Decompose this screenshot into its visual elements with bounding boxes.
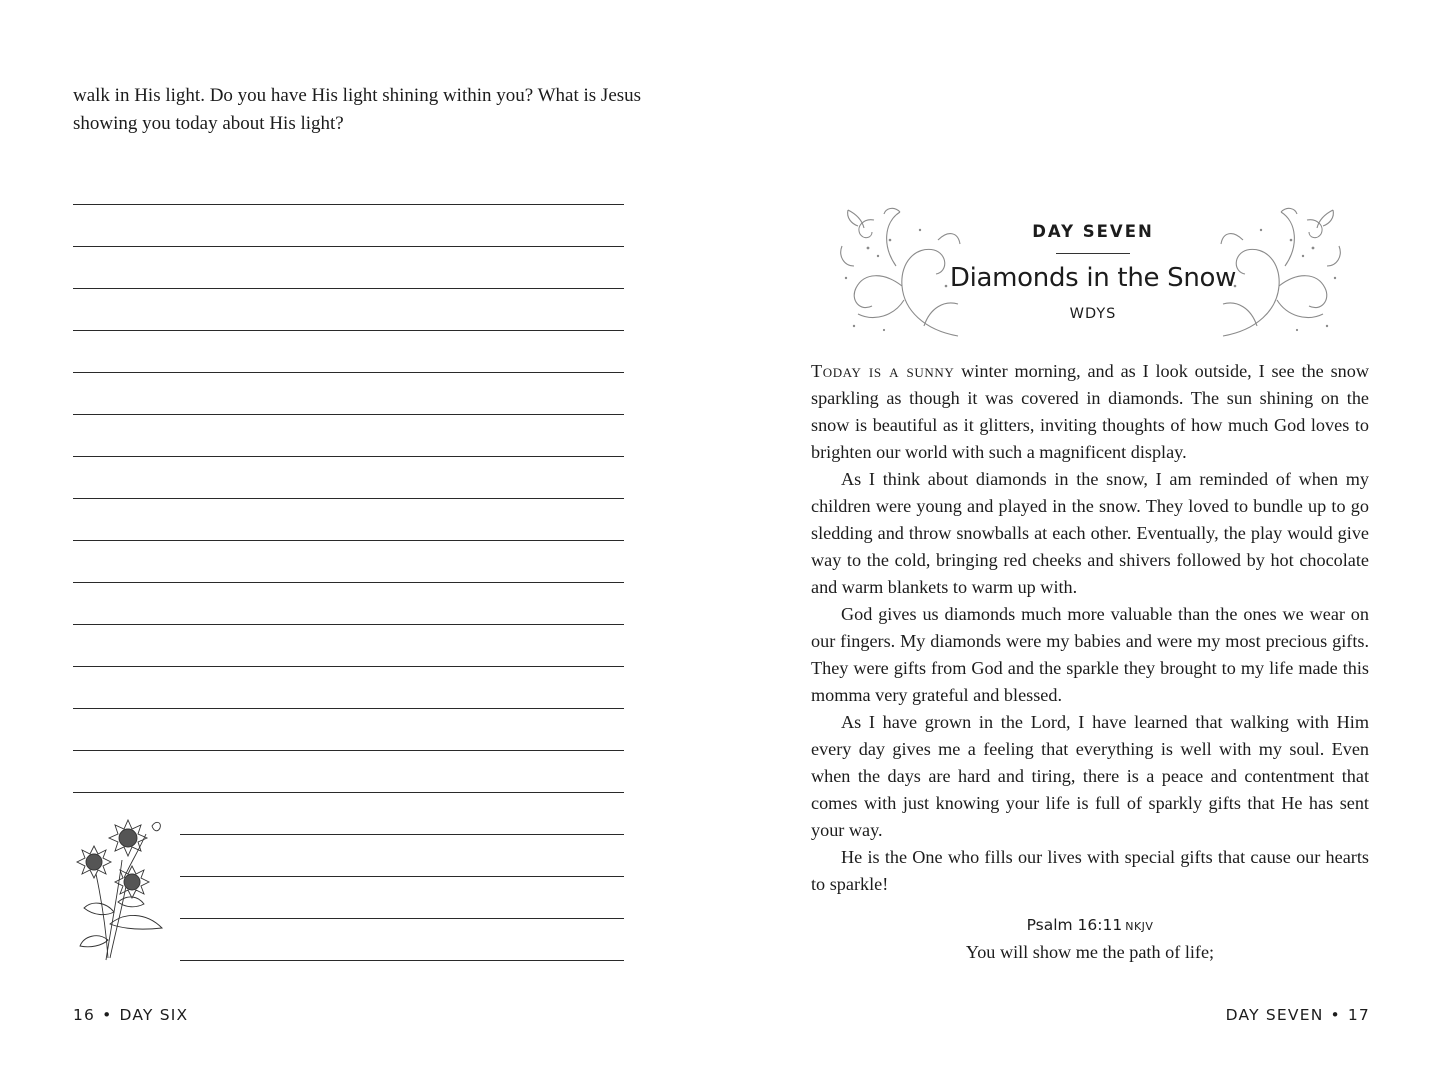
journal-prompt-text: walk in His light. Do you have His light shining within you? What is Jesus showing you today about His light? (73, 85, 642, 134)
paragraph-5: He is the One who fills our lives with special gifts that cause our hearts to sparkle! (811, 847, 1369, 894)
opening-small-caps: Today is a sunny (811, 361, 955, 381)
writing-line (73, 246, 624, 247)
writing-line (73, 624, 624, 625)
writing-line (180, 876, 624, 877)
writing-line (73, 750, 624, 751)
scripture-citation: Psalm 16:11 (1026, 916, 1123, 934)
writing-line (73, 498, 624, 499)
writing-line (73, 666, 624, 667)
section-name: DAY SIX (119, 1006, 189, 1024)
writing-line (73, 204, 624, 205)
paragraph-2: As I think about diamonds in the snow, I am reminded of when my children were young and played in the snow. They loved to bundle up to go sledding and throw snowballs at each other. Eventually, the play would give way to the cold, bringing red cheeks and shivers followed by hot chocolate and warm blankets to warm up with. (811, 469, 1369, 597)
scripture-reference (811, 916, 1369, 934)
writing-line (73, 372, 624, 373)
paragraph-1 (811, 358, 1369, 466)
devotional-body (811, 358, 1369, 898)
page-number: 16 (73, 1006, 96, 1024)
scripture-verse-line: You will show me the path of life; (965, 942, 1215, 962)
writing-line (180, 834, 624, 835)
bible-version: NKJV (1125, 920, 1154, 933)
writing-line (180, 918, 624, 919)
day-label: DAY SEVEN (1032, 222, 1154, 241)
paragraph-4: As I have grown in the Lord, I have learned that walking with Him every day gives me a feeling that everything is well with my soul. Even when the days are hard and tiring, there is a peace and contentment that comes with just knowing your life is full of sparkly gifts that He has sent your way. (811, 712, 1369, 840)
right-page (722, 0, 1444, 1080)
section-name: DAY SEVEN (1225, 1006, 1324, 1024)
writing-line (73, 582, 624, 583)
writing-line (180, 960, 624, 961)
title-divider (1056, 253, 1130, 254)
page-footer-left (73, 1006, 188, 1024)
writing-line (73, 330, 624, 331)
page-number: 17 (1347, 1006, 1370, 1024)
page-footer-right (1226, 1006, 1370, 1024)
separator: • (102, 1006, 113, 1024)
separator: • (1330, 1006, 1341, 1024)
writing-line (73, 792, 624, 793)
author-initials: WDYS (1069, 306, 1117, 322)
writing-line (73, 456, 624, 457)
writing-line (73, 540, 624, 541)
sunflower-illustration-icon (66, 812, 178, 962)
writing-line (73, 288, 624, 289)
writing-line (73, 414, 624, 415)
paragraph-3: God gives us diamonds much more valuable than the ones we wear on our fingers. My diamonds were my babies and were my most precious gifts. They were gifts from God and the sparkle they brought to my life made this momma very grateful and blessed. (811, 604, 1369, 705)
writing-line (73, 708, 624, 709)
devotional-title: Diamonds in the Snow (949, 263, 1237, 293)
paragraph-1-text: winter morning, and as I look outside, I see the snow sparkling as though it was covered in diamonds. The sun shining on the snow is beautiful as it glitters, inviting thoughts of how much God loves to brighten our world with such a magnificent display. (811, 361, 1369, 462)
